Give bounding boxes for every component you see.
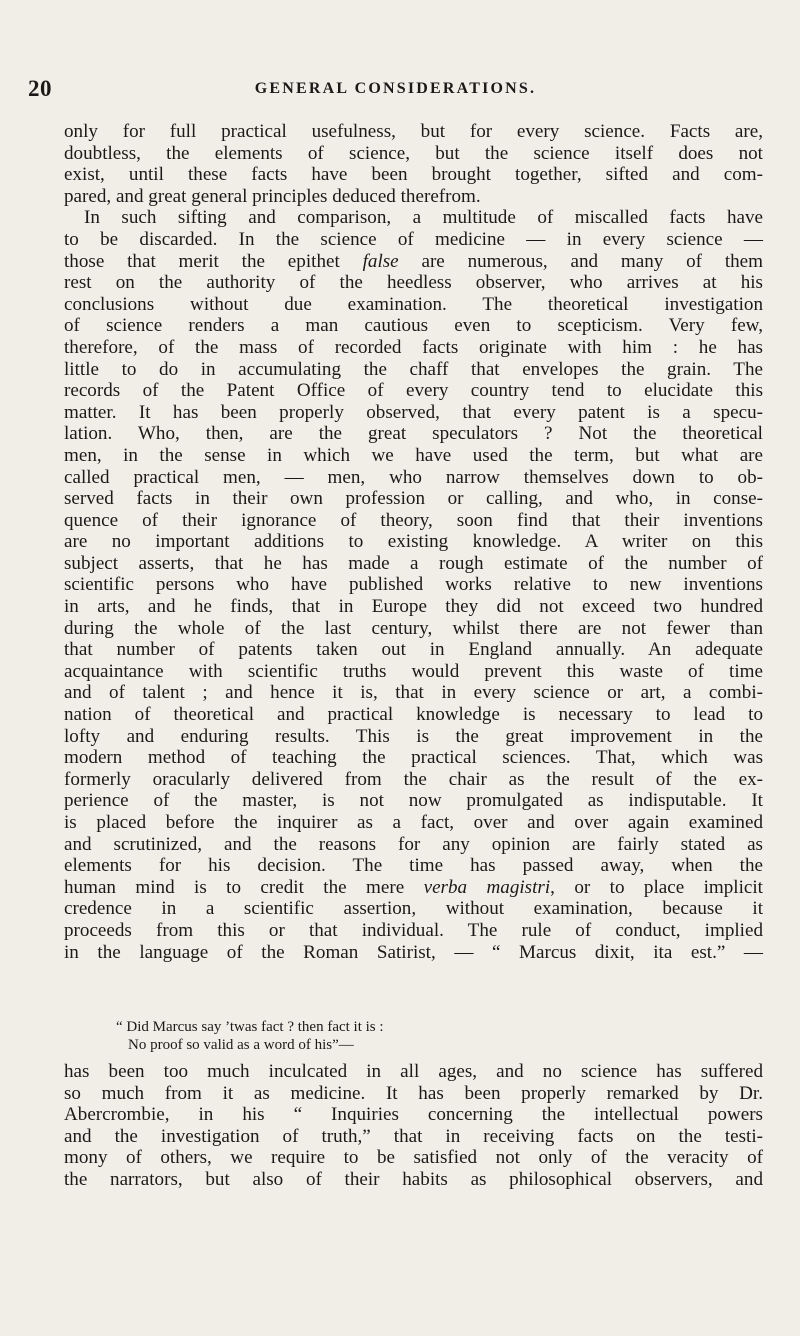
- text-line: modern method of teaching the practical sciences. That, which was: [64, 747, 763, 769]
- text-line: Abercrombie, in his “ Inquiries concerning the intellectual powers: [64, 1104, 763, 1126]
- italic-word: false: [362, 250, 399, 272]
- text-line: lation. Who, then, are the great speculators ? Not the theoretical: [64, 423, 763, 445]
- text-line: perience of the master, is not now promulgated as indisputable. It: [64, 790, 763, 812]
- text-line: and scrutinized, and the reasons for any opinion are fairly stated as: [64, 833, 763, 855]
- italic-phrase: verba magistri: [423, 876, 551, 898]
- text-line: doubtless, the elements of science, but the science itself does not: [64, 142, 763, 164]
- text-line: little to do in accumulating the chaff that envelopes the grain. The: [64, 358, 763, 380]
- text-line: during the whole of the last century, whilst there are not fewer than: [64, 617, 763, 639]
- text-line: to be discarded. In the science of medicine — in every science —: [64, 228, 763, 250]
- text-line: exist, until these facts have been brought together, sifted and com-: [64, 164, 763, 186]
- text-line: records of the Patent Office of every country tend to elucidate this: [64, 380, 763, 402]
- text-line: and the investigation of truth,” that in receiving facts on the testi-: [64, 1125, 763, 1147]
- text-line: rest on the authority of the heedless observer, who arrives at his: [64, 272, 763, 294]
- text-line: quence of their ignorance of theory, soon find that their inventions: [64, 509, 763, 531]
- text-line: are no important additions to existing knowledge. A writer on this: [64, 531, 763, 553]
- text-line: men, in the sense in which we have used the term, but what are: [64, 444, 763, 466]
- text-line: is placed before the inquirer as a fact, over and over again examined: [64, 812, 763, 833]
- text-line: subject asserts, that he has made a rough estimate of the number of: [64, 552, 763, 574]
- text-line: proceeds from this or that individual. The rule of conduct, implied: [64, 919, 763, 941]
- text-line: in arts, and he finds, that in Europe they did not exceed two hundred: [64, 596, 763, 618]
- continuation-paragraph: [64, 1061, 763, 1191]
- text-line: of science renders a man cautious even to scepticism. Very few,: [64, 315, 763, 337]
- text-segment: are numerous, and many of them: [398, 250, 763, 272]
- text-line: in the language of the Roman Satirist, — “ Marcus dixit, ita est.” —: [64, 941, 763, 963]
- text-line: matter. It has been properly observed, that every patent is a specu-: [64, 401, 763, 423]
- text-line: pared, and great general principles deduced therefrom.: [64, 185, 481, 207]
- text-line: formerly oracularly delivered from the chair as the result of the ex-: [64, 768, 763, 790]
- text-line: acquaintance with scientific truths would prevent this waste of time: [64, 660, 763, 682]
- page-number: 20: [28, 76, 52, 101]
- quote-line: No proof so valid as a word of his”—: [128, 1037, 354, 1053]
- text-line: In such sifting and comparison, a multitude of miscalled facts have: [84, 207, 763, 229]
- text-segment: those that merit the epithet: [64, 250, 363, 272]
- text-line-with-italic: [64, 251, 763, 273]
- text-line: conclusions without due examination. The theoretical investigation: [64, 293, 763, 315]
- text-line: credence in a scientific assertion, without examination, because it: [64, 898, 763, 920]
- page-header: [28, 76, 763, 106]
- text-line: mony of others, we require to be satisfied not only of the veracity of: [64, 1147, 763, 1169]
- running-head: GENERAL CONSIDERATIONS.: [254, 80, 537, 97]
- text-line: that number of patents taken out in England annually. An adequate: [64, 639, 763, 661]
- text-line: served facts in their own profession or calling, and who, in conse-: [64, 488, 763, 510]
- text-line: scientific persons who have published works relative to new inventions: [64, 574, 763, 596]
- text-line: so much from it as medicine. It has been properly remarked by Dr.: [64, 1082, 763, 1104]
- quote-line: “ Did Marcus say ’twas fact ? then fact it is :: [116, 1019, 384, 1035]
- text-line: has been too much inculcated in all ages, and no science has suffered: [64, 1061, 763, 1082]
- text-line: therefore, of the mass of recorded facts originate with him : he has: [64, 336, 763, 358]
- text-segment: , or to place implicit: [550, 876, 763, 898]
- text-line: the narrators, but also of their habits as philosophical observers, and: [64, 1168, 763, 1190]
- text-line: only for full practical usefulness, but for every science. Facts are,: [64, 121, 763, 142]
- text-line: elements for his decision. The time has passed away, when the: [64, 855, 763, 877]
- text-line: lofty and enduring results. This is the great improvement in the: [64, 725, 763, 747]
- text-line: called practical men, — men, who narrow themselves down to ob-: [64, 466, 763, 488]
- text-line-with-italic: [64, 877, 763, 899]
- text-line: nation of theoretical and practical knowledge is necessary to lead to: [64, 704, 763, 726]
- text-segment: human mind is to credit the mere: [64, 876, 424, 898]
- text-line: and of talent ; and hence it is, that in every science or art, a combi-: [64, 682, 763, 704]
- verse-quotation: [116, 1018, 636, 1054]
- main-paragraphs: [64, 121, 763, 963]
